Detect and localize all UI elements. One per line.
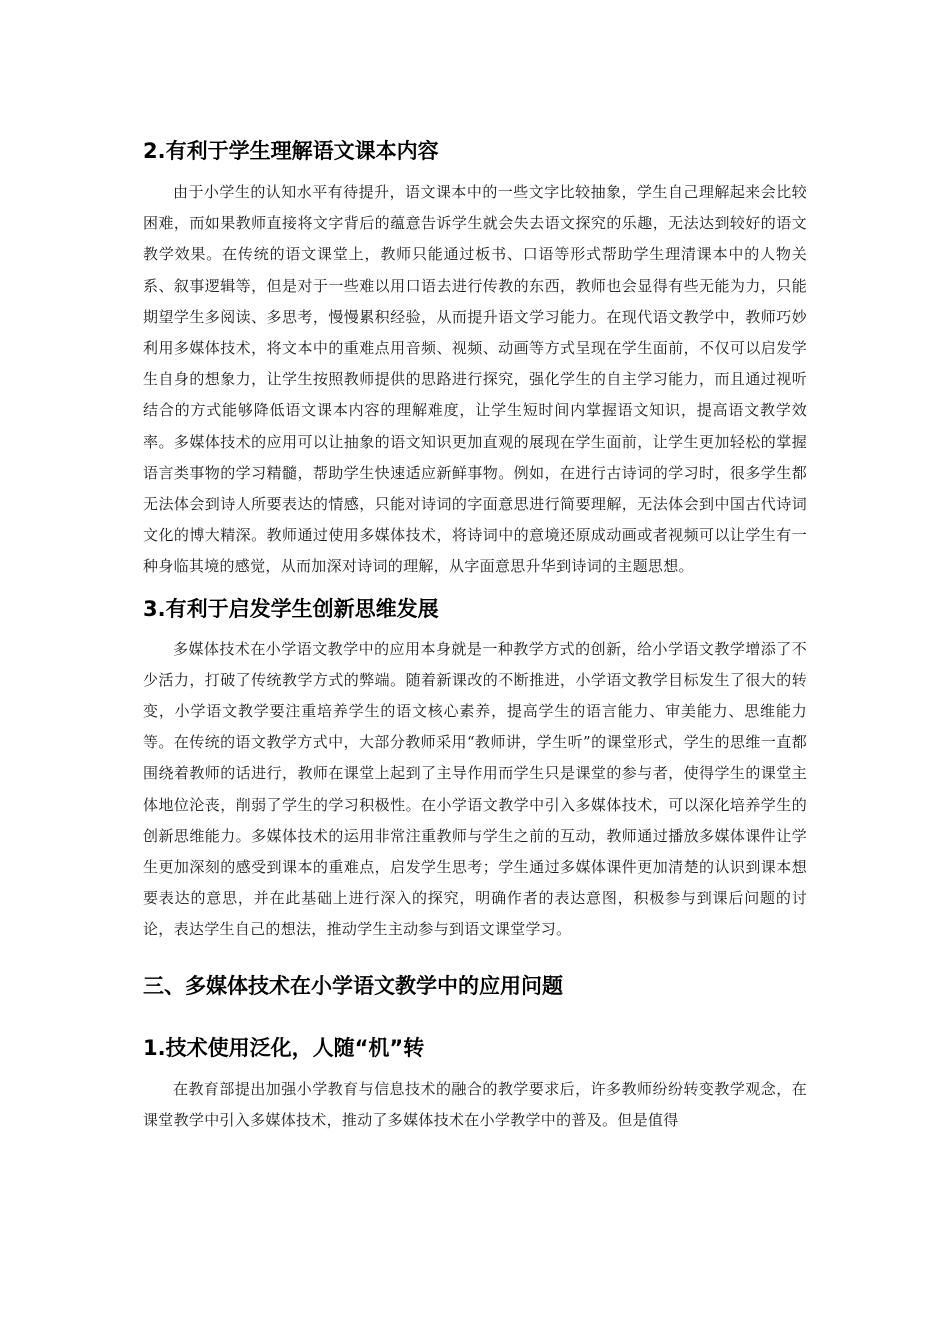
- section-paragraph: 由于小学生的认知水平有待提升，语文课本中的一些文字比较抽象，学生自己理解起来会比较困难，而如果教师直接将文字背后的蕴意告诉学生就会失去语文探究的乐趣，无法达到较好的语文教学效果。在传统的语文课堂上，教师只能通过板书、口语等形式帮助学生理清课本中的人物关系、叙事逻辑等，但是对于一些难以用口语去进行传教的东西，教师也会显得有些无能为力，只能期望学生多阅读、多思考，慢慢累积经验，从而提升语文学习能力。在现代语文教学中，教师巧妙利用多媒体技术，将文本中的重难点用音频、视频、动画等方式呈现在学生面前，不仅可以启发学生自身的想象力，让学生按照教师提供的思路进行探究，强化学生的自主学习能力，而且通过视听结合的方式能够降低语文课本内容的理解难度，让学生短时间内掌握语文知识，提高语文教学效率。多媒体技术的应用可以让抽象的语文知识更加直观的展现在学生面前，让学生更加轻松的掌握语言类事物的学习精髓，帮助学生快速适应新鲜事物。例如，在进行古诗词的学习时，很多学生都无法体会到诗人所要表达的情感，只能对诗词的字面意思进行简要理解，无法体会到中国古代诗词文化的博大精深。教师通过使用多媒体技术，将诗词中的意境还原成动画或者视频可以让学生有一种身临其境的感觉，从而加深对诗词的理解，从字面意思升华到诗词的主题思想。: [143, 183, 807, 576]
- document-body: [143, 131, 807, 1136]
- section-paragraph: 在教育部提出加强小学教育与信息技术的融合的教学要求后，许多教师纷纷转变教学观念，在课堂教学中引入多媒体技术，推动了多媒体技术在小学教学中的普及。但是值得: [143, 1079, 807, 1129]
- section-heading: 1.技术使用泛化，人随“机”转: [143, 1035, 425, 1060]
- section-heading: 2.有利于学生理解语文课本内容: [143, 139, 439, 163]
- section-paragraph: 多媒体技术在小学语文教学中的应用本身就是一种教学方式的创新，给小学语文教学增添了不少活力，打破了传统教学方式的弊端。随着新课改的不断推进，小学语文教学目标发生了很大的转变，小学语文教学要注重培养学生的语文核心素养，提高学生的语言能力、审美能力、思维能力等。在传统的语文教学方式中，大部分教师采用“教师讲，学生听”的课堂形式，学生的思维一直都围绕着教师的话进行，教师在课堂上起到了主导作用而学生只是课堂的参与者，使得学生的课堂主体地位沦丧，削弱了学生的学习积极性。在小学语文教学中引入多媒体技术，可以深化培养学生的创新思维能力。多媒体技术的运用非常注重教师与学生之前的互动，教师通过播放多媒体课件让学生更加深刻的感受到课本的重难点，启发学生思考；学生通过多媒体课件更加清楚的认识到课本想要表达的意思，并在此基础上进行深入的探究，明确作者的表达意图，积极参与到课后问题的讨论，表达学生自己的想法，推动学生主动参与到语文课堂学习。: [143, 639, 807, 939]
- section-heading: 3.有利于启发学生创新思维发展: [143, 596, 439, 621]
- chapter-heading: 三、多媒体技术在小学语文教学中的应用问题: [143, 973, 563, 998]
